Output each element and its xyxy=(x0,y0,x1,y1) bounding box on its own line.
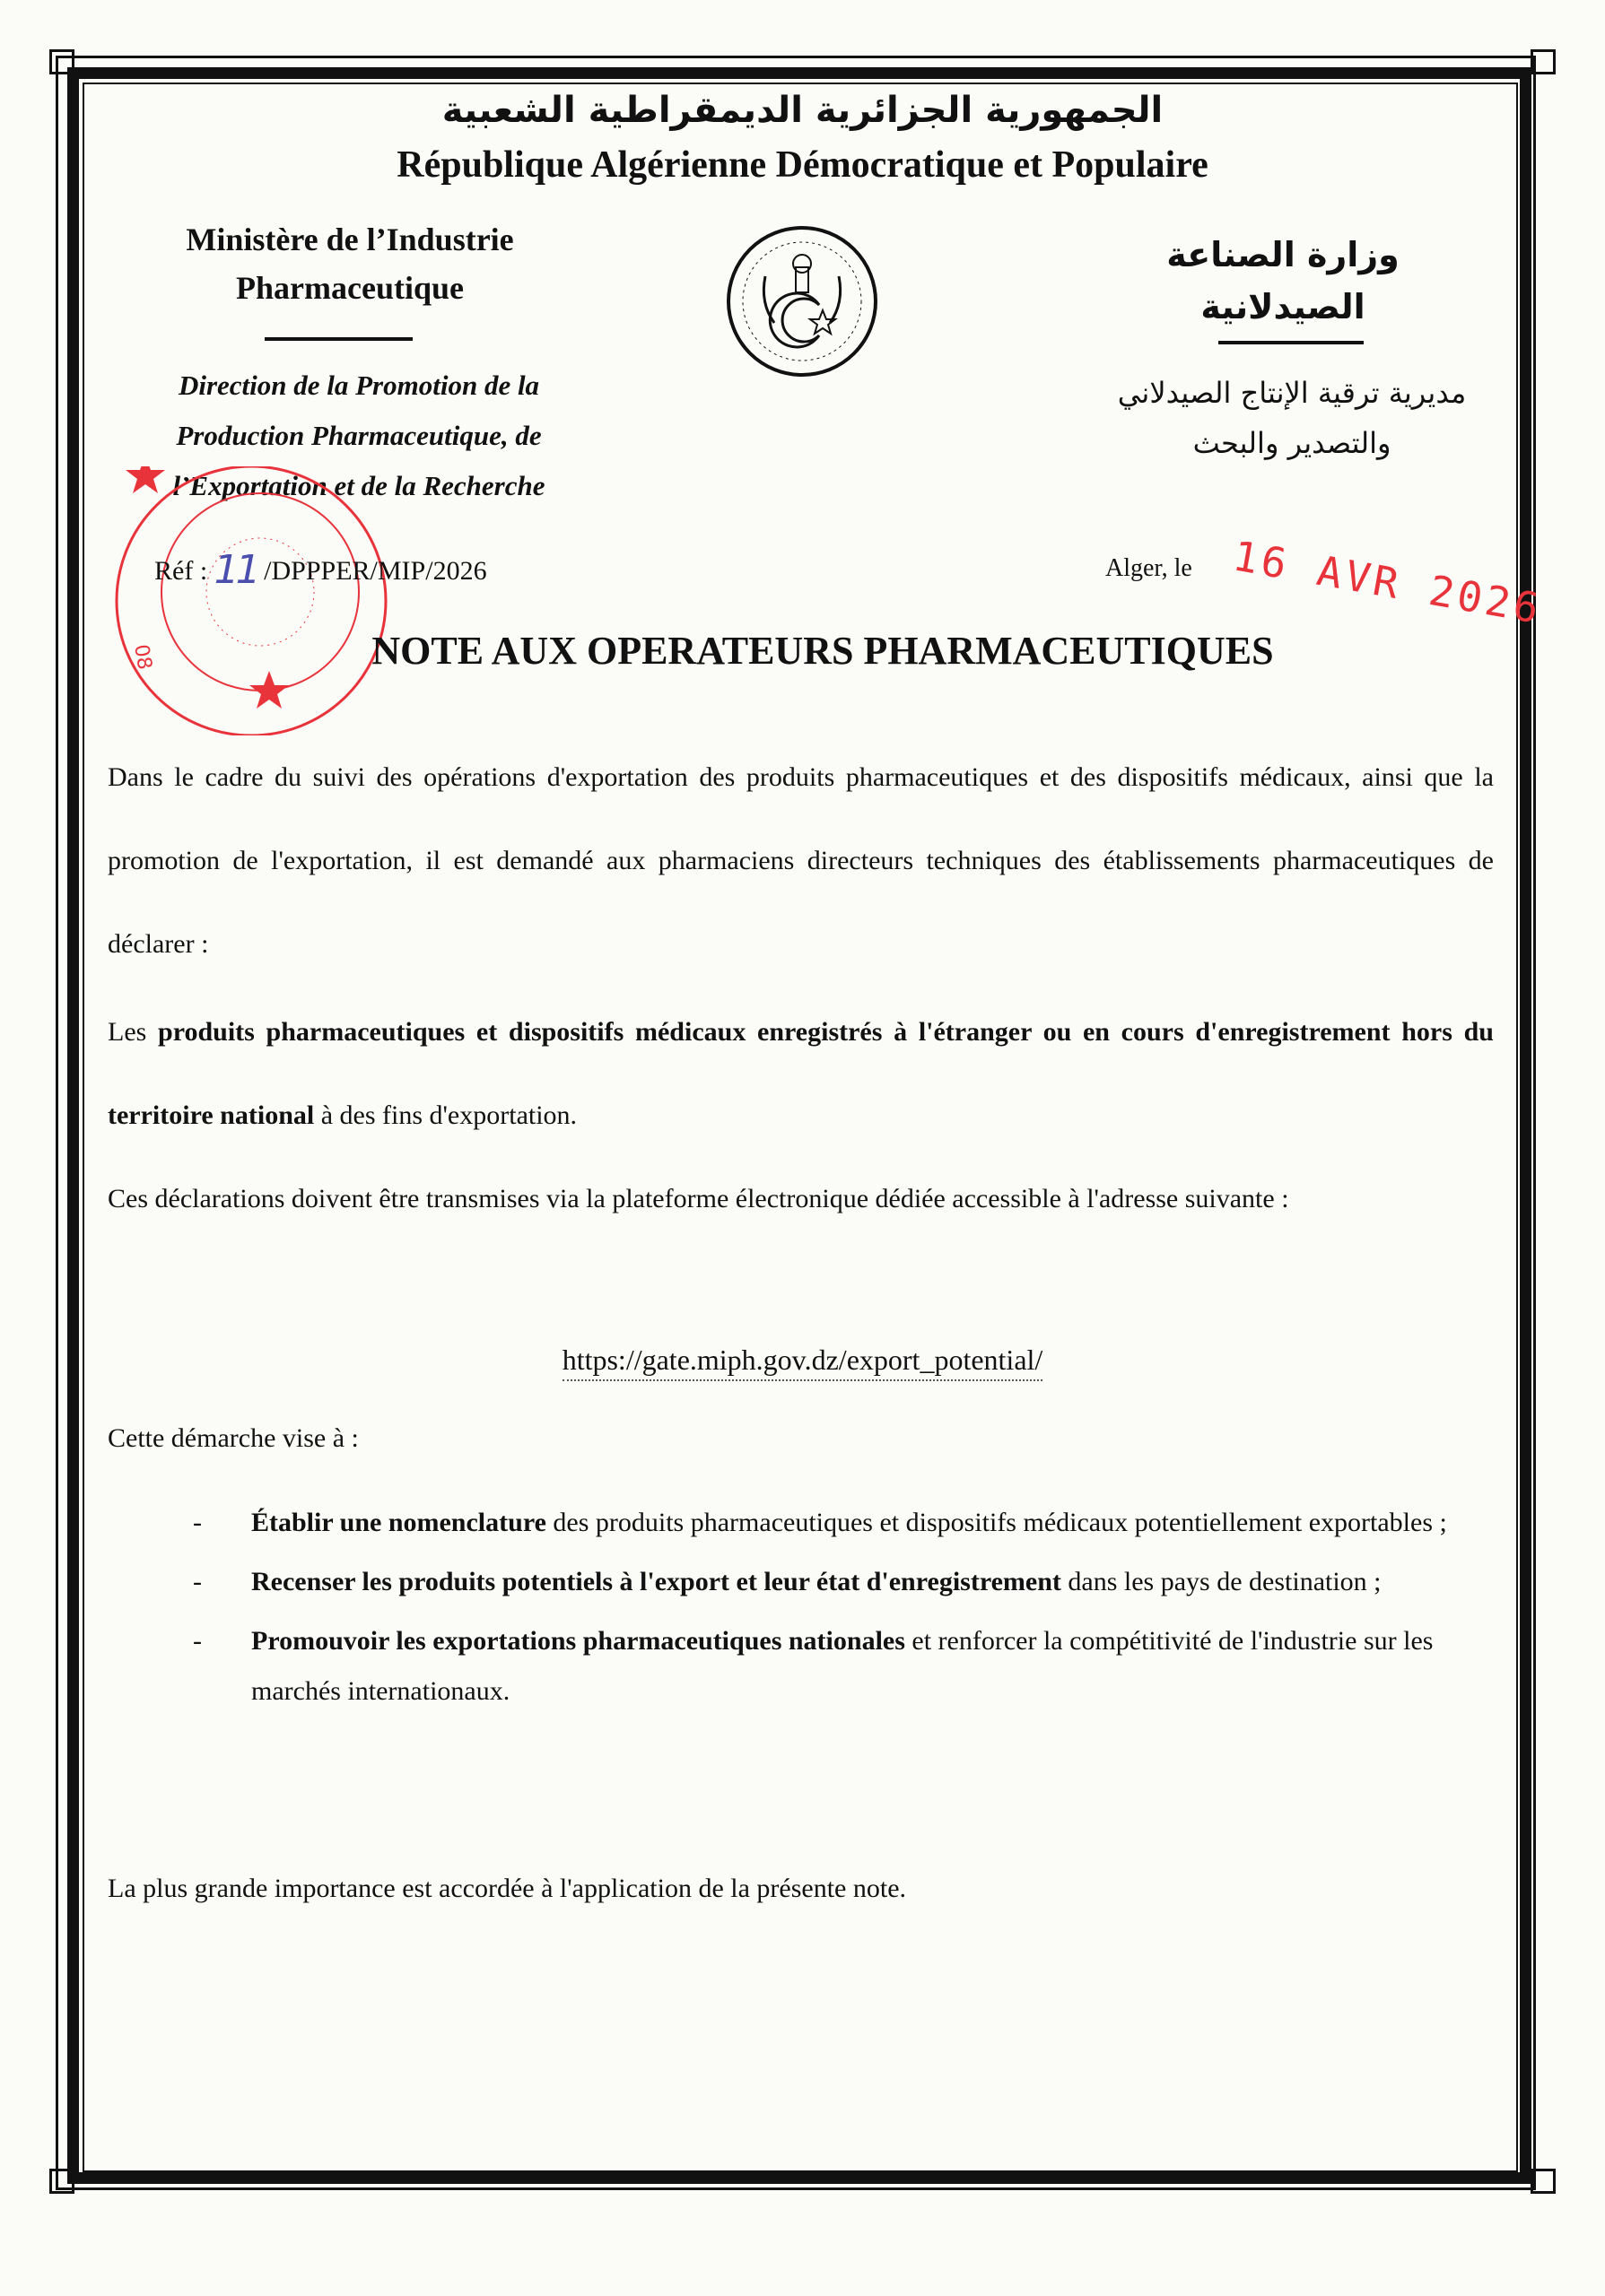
border-corner-ornament xyxy=(1531,2169,1556,2194)
list-item xyxy=(193,1616,1512,1717)
list-bullet: - xyxy=(193,1567,202,1596)
ministry-line-1: Ministère de l’Industrie xyxy=(186,222,514,257)
paragraph-aims: Cette démarche vise à : xyxy=(108,1423,359,1453)
border-corner-ornament xyxy=(49,2169,74,2194)
paragraph-products xyxy=(108,990,1494,1157)
french-republic-header: République Algérienne Démocratique et Populaire xyxy=(397,144,1208,186)
direction-line-2: Production Pharmaceutique, de xyxy=(176,420,542,451)
text-span: des produits pharmaceutiques et dispositifs médicaux potentiellement exportables ; xyxy=(545,1508,1447,1537)
bold-text: produits pharmaceutiques et dispositifs médicaux enregistrés à l'étranger ou en cours d'enregistrement hors du territoire national xyxy=(108,1017,1494,1130)
direction-line-3: l’Exportation et de la Recherche xyxy=(172,470,545,501)
note-title: NOTE AUX OPERATEURS PHARMACEUTIQUES xyxy=(371,629,1274,673)
platform-url[interactable]: https://gate.miph.gov.dz/export_potential/ xyxy=(563,1344,1043,1381)
list-bullet: - xyxy=(193,1626,202,1656)
text-span: et renforcer la compétitivité de l'industrie sur les marchés internationaux. xyxy=(251,1626,1434,1706)
divider-rule xyxy=(1218,341,1364,344)
place-date-label: Alger, le xyxy=(1105,554,1192,582)
reference-suffix: /DPPPER/MIP/2026 xyxy=(264,556,487,586)
ministry-ar-line-1: وزارة الصناعة xyxy=(1166,235,1400,274)
divider-rule xyxy=(265,337,413,341)
border-corner-ornament xyxy=(1531,49,1556,74)
ministry-line-2: Pharmaceutique xyxy=(236,270,464,306)
direction-name-ar xyxy=(1103,368,1480,468)
text-span: à des fins d'exportation. xyxy=(314,1100,578,1130)
list-item xyxy=(193,1498,1512,1548)
text-span: dans les pays de destination ; xyxy=(1060,1567,1382,1596)
list-item xyxy=(193,1557,1512,1607)
text-span: Les xyxy=(108,1017,159,1047)
ministry-name-ar xyxy=(1103,229,1462,333)
handwritten-reference-number: 11 xyxy=(214,547,257,593)
reference-label: Réf : xyxy=(154,556,208,586)
seal-number: 08 xyxy=(129,642,156,672)
date-stamp: 16 AVR 2026 xyxy=(1229,531,1547,634)
bold-text: Promouvoir les exportations pharmaceutiques nationales xyxy=(251,1626,905,1656)
ministry-ar-line-2: الصيدلانية xyxy=(1200,287,1365,326)
direction-line-1: Direction de la Promotion de la xyxy=(178,370,540,401)
ministry-name-fr xyxy=(126,215,574,312)
reference-number xyxy=(154,547,487,593)
paragraph-platform: Ces déclarations doivent être transmises via la plateforme électronique dédiée accessible à l'adresse suivante : xyxy=(108,1184,1289,1213)
bold-text: Recenser les produits potentiels à l'export et leur état d'enregistrement xyxy=(251,1567,1061,1596)
border-corner-ornament xyxy=(49,49,74,74)
platform-link[interactable] xyxy=(0,1344,1605,1377)
direction-ar-line-2: والتصدير والبحث xyxy=(1192,426,1391,460)
arabic-republic-header: الجمهورية الجزائرية الديمقراطية الشعبية xyxy=(441,90,1164,131)
aims-list xyxy=(193,1498,1512,1726)
bold-text: Établir une nomenclature xyxy=(251,1508,546,1537)
list-bullet: - xyxy=(193,1508,202,1537)
paragraph-intro: Dans le cadre du suivi des opérations d'exportation des produits pharmaceutiques et des dispositifs médicaux, ainsi que la promotion de l'exportation, il est demandé aux pharmaciens directeurs techniques des établissements pharmaceutiques de déclarer : xyxy=(108,762,1494,959)
direction-ar-line-1: مديرية ترقية الإنتاج الصيدلاني xyxy=(1117,376,1467,410)
algeria-emblem-icon xyxy=(713,222,891,380)
official-seal-stamp-icon xyxy=(108,466,395,735)
paragraph-closing: La plus grande importance est accordée à l'application de la présente note. xyxy=(108,1874,907,1903)
